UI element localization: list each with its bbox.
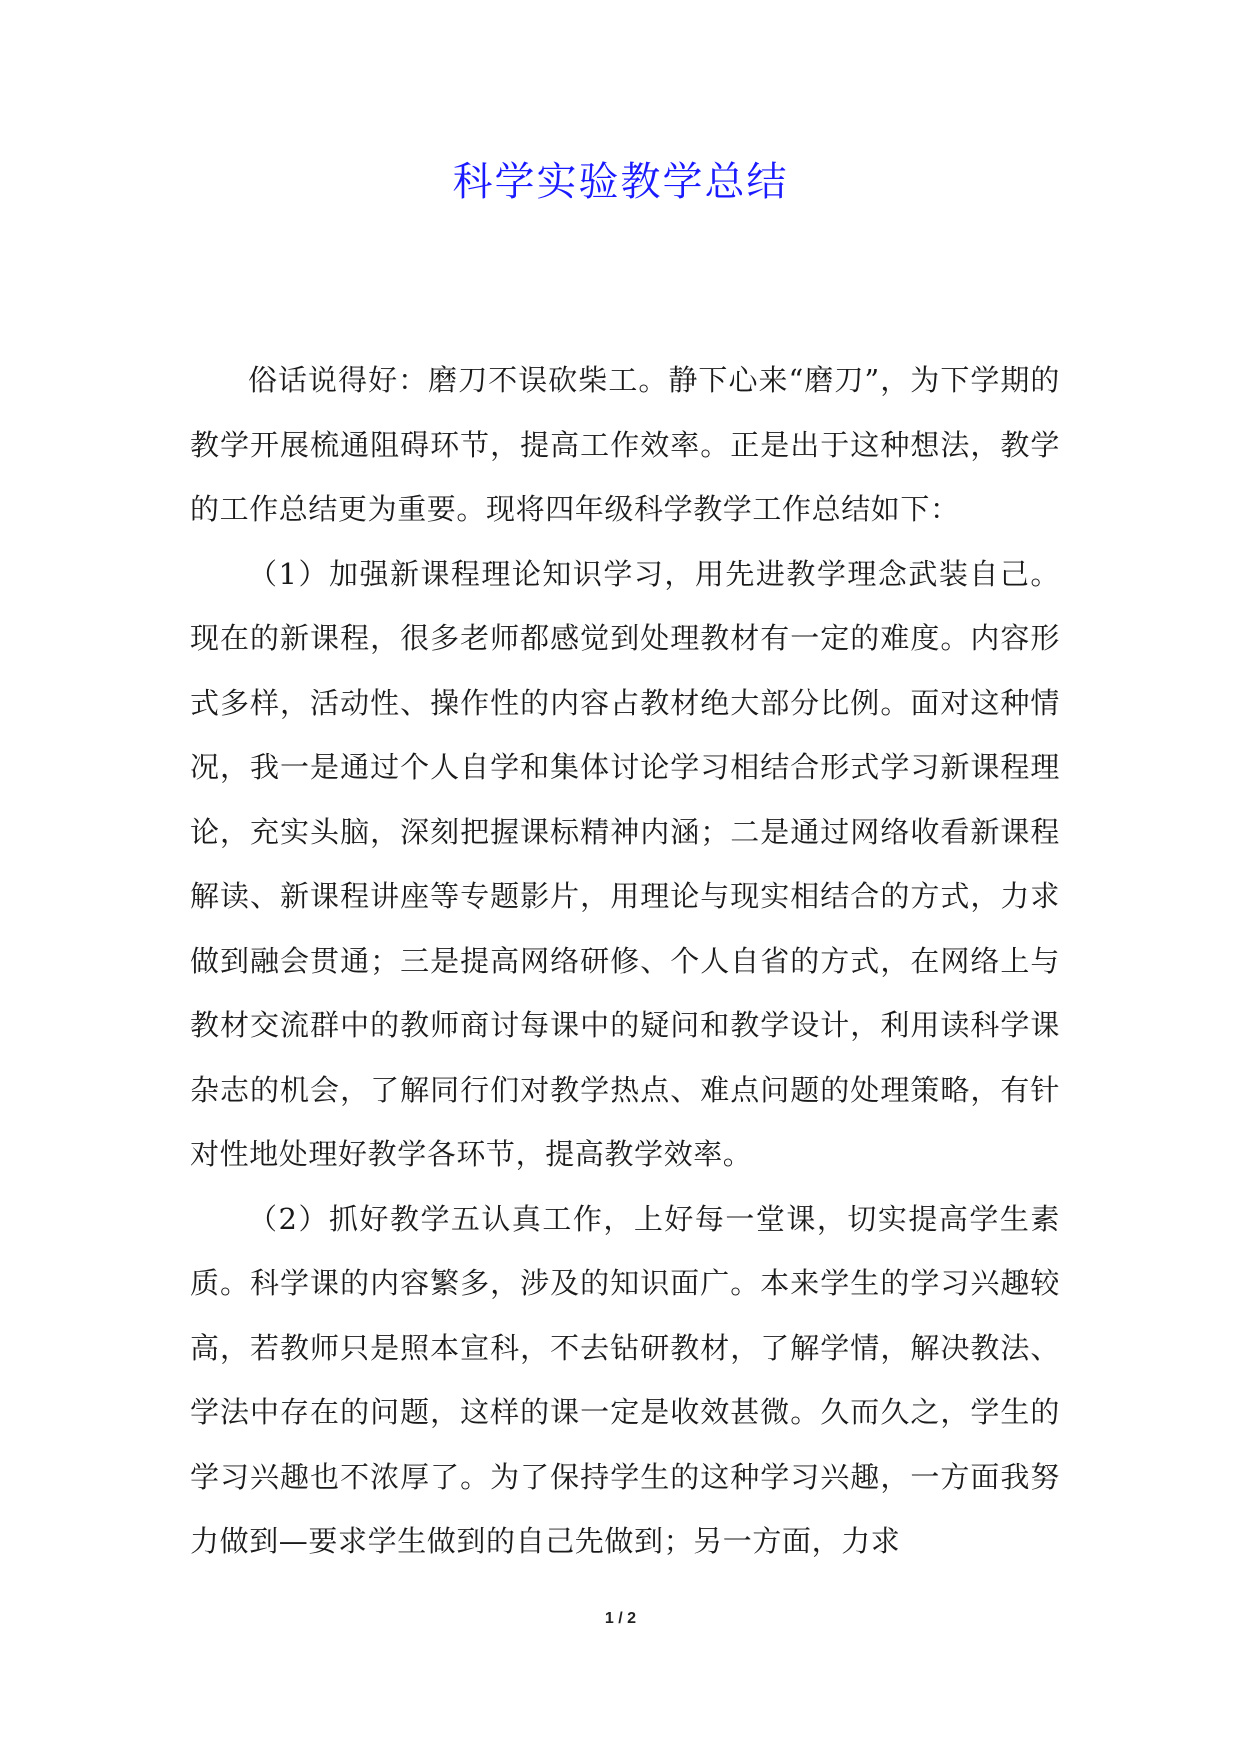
paragraph-section-2: （2）抓好教学五认真工作，上好每一堂课，切实提高学生素质。科学课的内容繁多，涉及的知识面广。本来学生的学习兴趣较高，若教师只是照本宣科，不去钻研教材，了解学情，解决教法、学法中存在的问题，这样的课一定是收效甚微。久而久之，学生的学习兴趣也不浓厚了。为了保持学生的这种学习兴趣，一方面我努力做到—要求学生做到的自己先做到；另一方面，力求 (190, 1201, 1060, 1558)
page-number: 1 / 2 (604, 1610, 637, 1627)
paragraph-section-1: （1）加强新课程理论知识学习，用先进教学理念武装自己。现在的新课程，很多老师都感觉到处理教材有一定的难度。内容形式多样，活动性、操作性的内容占教材绝大部分比例。面对这种情况，我一是通过个人自学和集体讨论学习相结合形式学习新课程理论，充实头脑，深刻把握课标精神内涵；二是通过网络收看新课程解读、新课程讲座等专题影片，用理论与现实相结合的方式，力求做到融会贯通；三是提高网络研修、个人自省的方式，在网络上与教材交流群中的教师商讨每课中的疑问和教学设计，利用读科学课杂志的机会，了解同行们对教学热点、难点问题的处理策略，有针对性地处理好教学各环节，提高教学效率。 (190, 556, 1060, 1171)
paragraph-intro: 俗话说得好：磨刀不误砍柴工。静下心来“磨刀”，为下学期的教学开展梳通阻碍环节，提高工作效率。正是出于这种想法，教学的工作总结更为重要。现将四年级科学教学工作总结如下： (190, 363, 1060, 526)
document-title: 科学实验教学总结 (452, 159, 789, 205)
document-body (190, 348, 1060, 1574)
